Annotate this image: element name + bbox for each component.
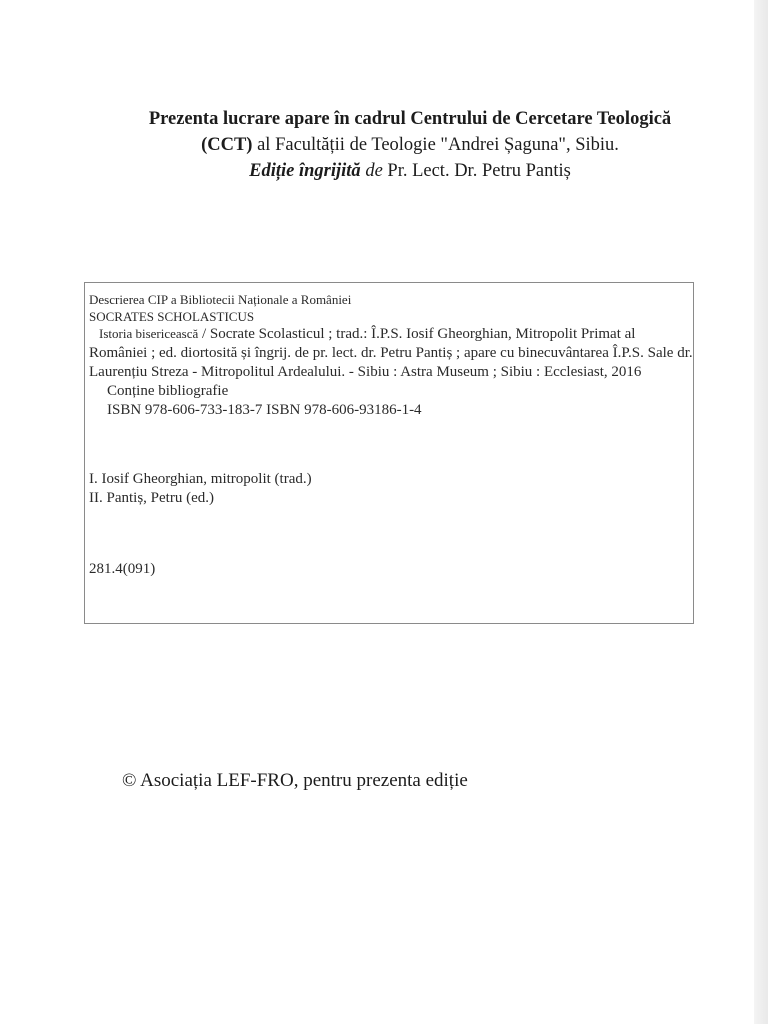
cip-heading: Descrierea CIP a Bibliotecii Naționale a României (89, 292, 352, 307)
editor-name: Pr. Lect. Dr. Petru Pantiș (382, 161, 571, 181)
edition-label: Ediție îngrijită (249, 161, 361, 181)
faculty-name: al Facultății de Teologie "Andrei Șaguna", Sibiu. (252, 135, 619, 155)
publication-note-line-2 (60, 132, 760, 158)
cip-udc-code: 281.4(091) (89, 561, 156, 577)
cip-added-entry-1: I. Iosif Gheorghian, mitropolit (trad.) (89, 471, 312, 487)
cip-description-text: / Socrate Scolasticul ; trad.: Î.P.S. Iosif Gheorghian, Mitropolit Primat al României ; ed. diortosită și îngrij. de pr. lect. dr. Petru Pantiș ; apare cu binecuvântarea Î.P.S. Sale dr. Laurențiu Streza - Mitropolitul Ardealului. - Sibiu : Astra Museum ; Sibiu : Ecclesiast, 2016 (89, 326, 693, 380)
copyright-notice: © Asociația LEF-FRO, pentru prezenta ediție (122, 770, 468, 791)
publication-note (60, 106, 760, 184)
cip-title: Istoria bisericească (99, 326, 199, 341)
cip-description-box (84, 282, 694, 624)
cip-description (89, 325, 693, 382)
cip-notes: Conține bibliografie (107, 383, 229, 399)
publication-note-line-1: Prezenta lucrare apare în cadrul Centrului de Cercetare Teologică (148, 109, 672, 129)
cip-isbn: ISBN 978-606-733-183-7 ISBN 978-606-93186-1-4 (107, 402, 422, 418)
editor-credit (60, 158, 760, 184)
cct-abbreviation: (CCT) (201, 135, 253, 155)
cip-main-entry: SOCRATES SCHOLASTICUS (89, 309, 255, 324)
edition-de: de (360, 161, 383, 181)
cip-added-entry-2: II. Pantiș, Petru (ed.) (89, 490, 214, 506)
